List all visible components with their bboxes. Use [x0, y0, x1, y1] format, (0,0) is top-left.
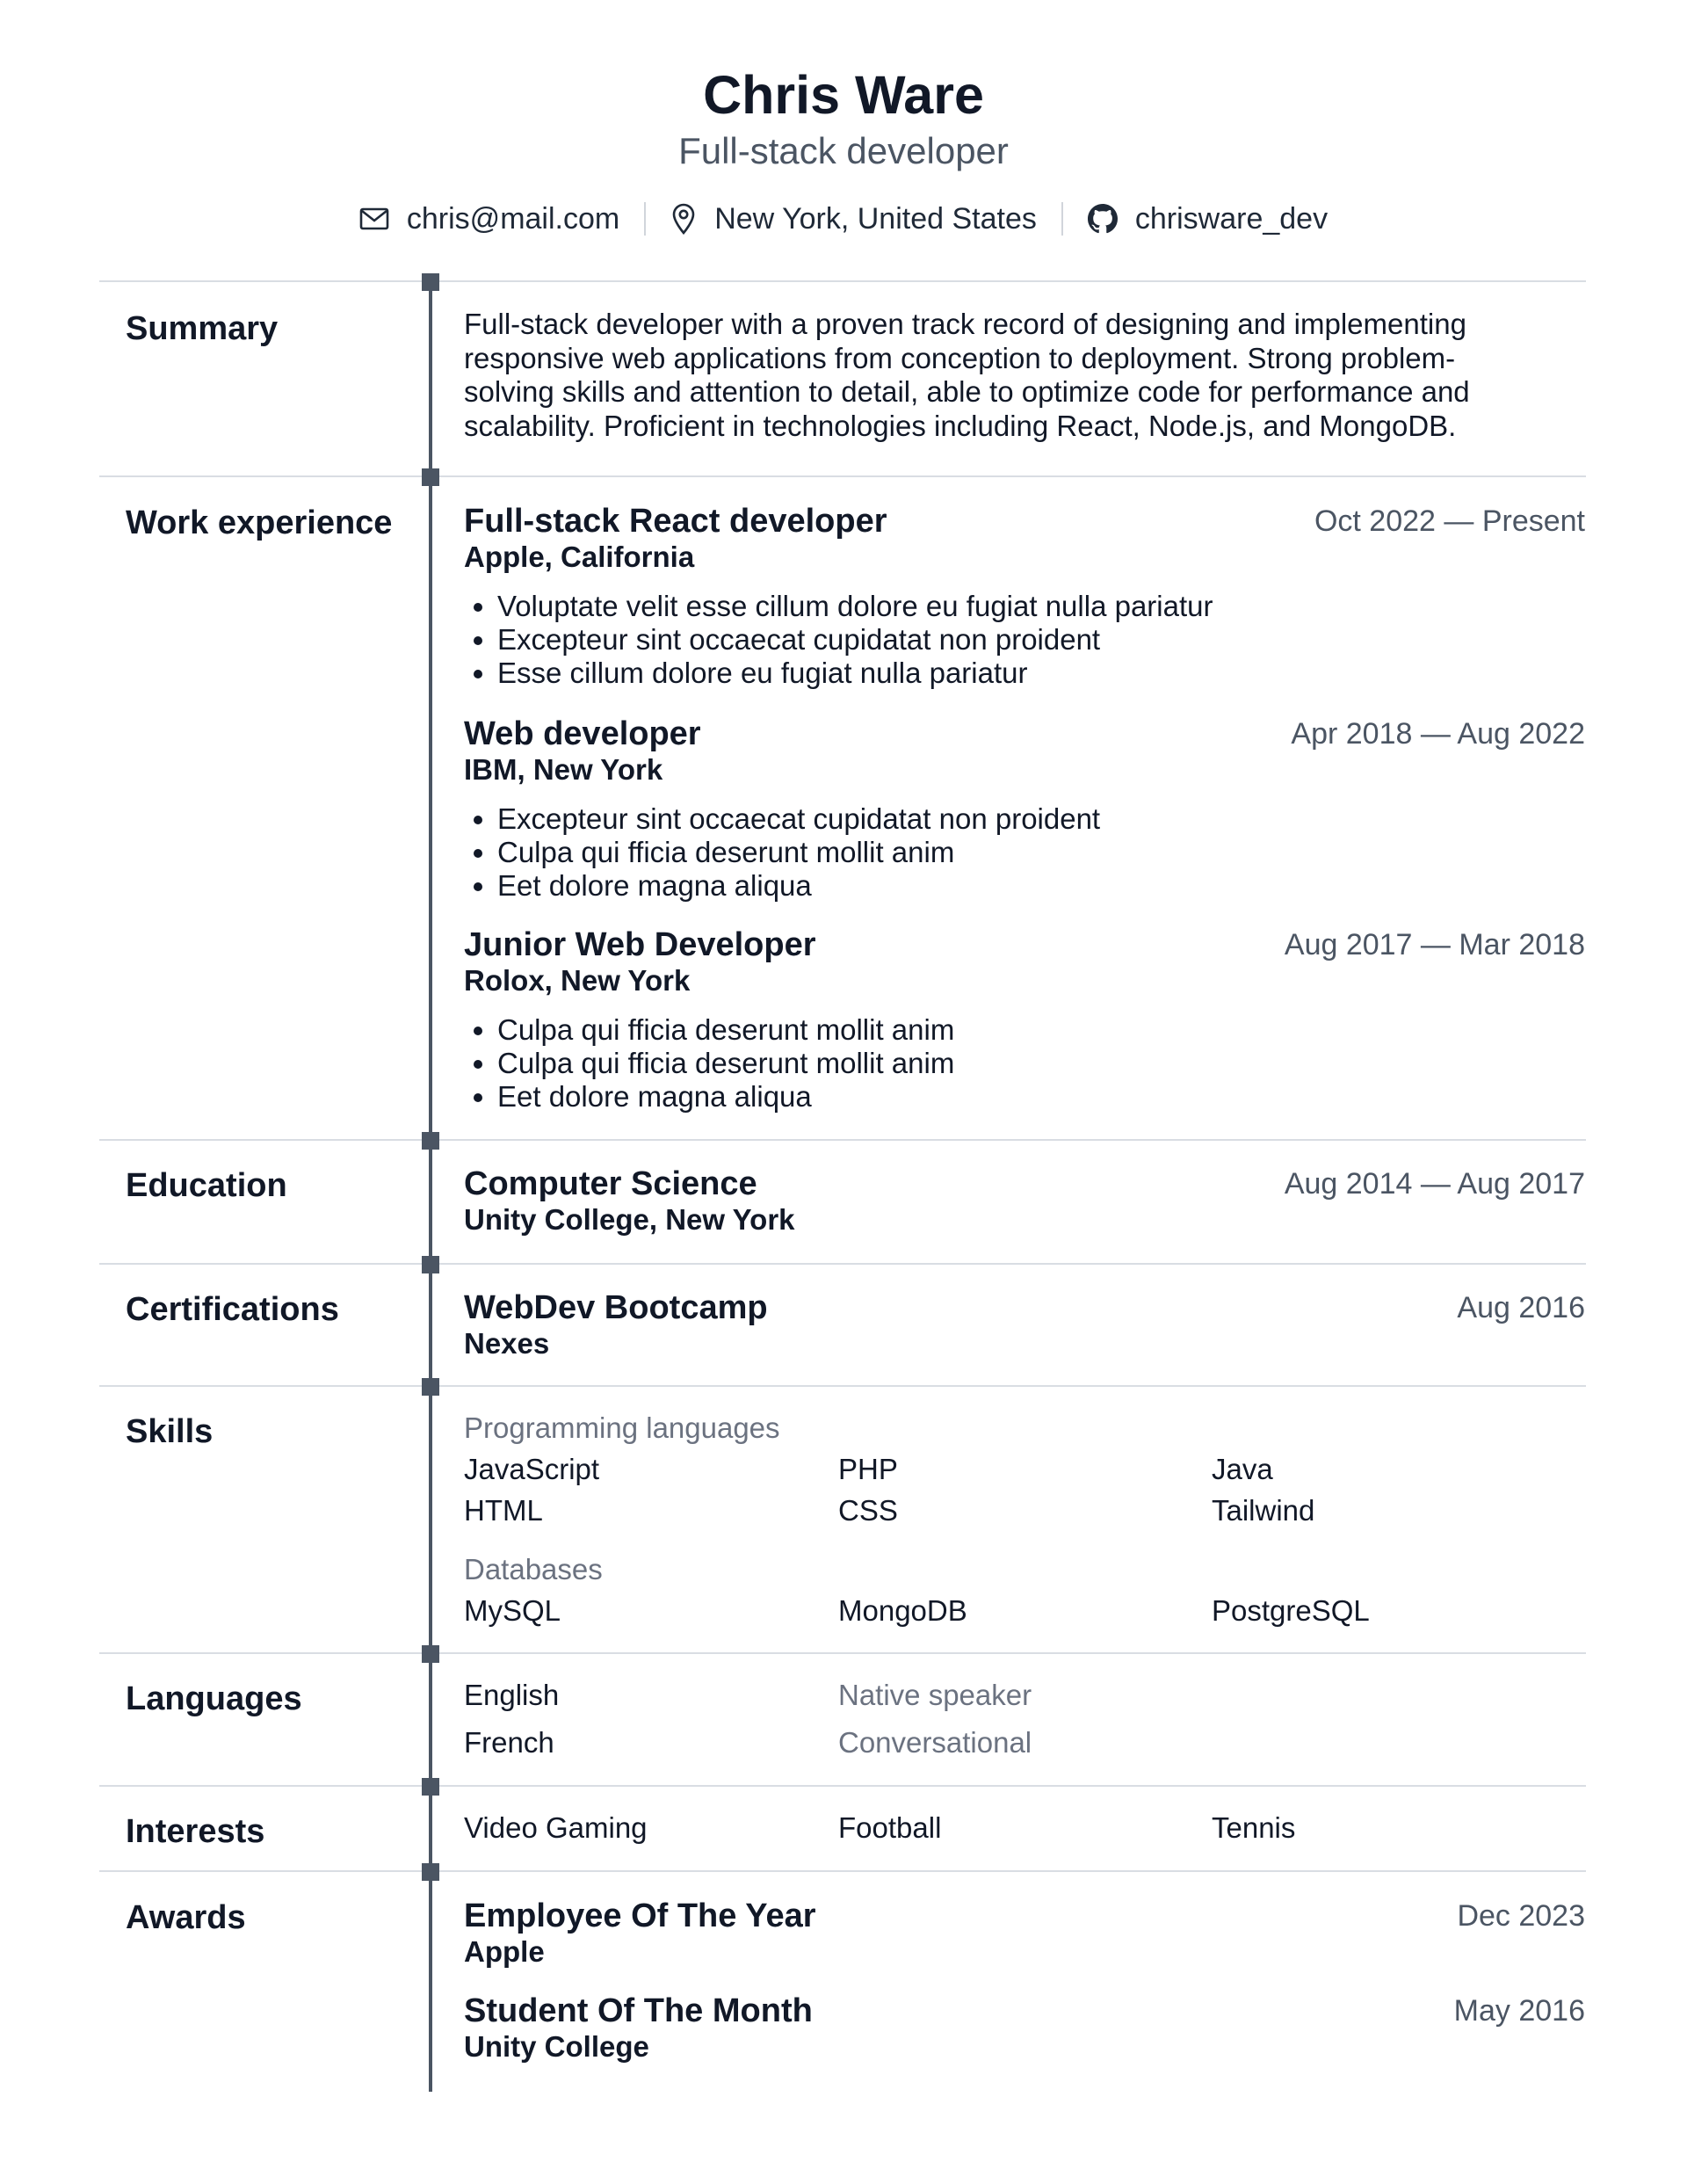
- contact-github-text: chrisware_dev: [1134, 201, 1329, 236]
- list-item: • Culpa qui fficia deserunt mollit anim: [497, 1047, 1585, 1080]
- skill-item: CSS: [838, 1494, 898, 1527]
- candidate-role: Full-stack developer: [678, 130, 1009, 171]
- section-divider: [99, 280, 1586, 282]
- job-company: Apple, California: [464, 541, 695, 573]
- timeline-marker: [422, 1256, 439, 1273]
- language-level: Native speaker: [838, 1679, 1032, 1711]
- school-name: Unity College, New York: [464, 1203, 795, 1236]
- contact-github[interactable]: [1063, 202, 1352, 236]
- section-divider: [99, 475, 1586, 477]
- contact-email-text: chris@mail.com: [406, 201, 620, 236]
- skill-group-label: Programming languages: [464, 1411, 780, 1444]
- candidate-name: Chris Ware: [703, 65, 984, 125]
- skill-item: Java: [1212, 1453, 1273, 1485]
- skill-row: [464, 1491, 1585, 1530]
- job-date: Aug 2017 — Mar 2018: [1284, 928, 1585, 961]
- section-title-awards: Awards: [126, 1899, 246, 1936]
- skill-item: MySQL: [464, 1594, 561, 1627]
- award-title: Employee Of The Year: [464, 1897, 816, 1934]
- award-entry: [464, 1897, 1585, 1969]
- contact-location-text: New York, United States: [714, 201, 1037, 236]
- section-title-interests: Interests: [126, 1813, 265, 1850]
- education-date: Aug 2014 — Aug 2017: [1284, 1167, 1585, 1201]
- summary-text: [464, 308, 1585, 443]
- language-row: [464, 1676, 1585, 1715]
- award-org: Unity College: [464, 2030, 649, 2063]
- certification-entry: [464, 1288, 1585, 1360]
- language-row: [464, 1723, 1585, 1762]
- list-item: • Voluptate velit esse cillum dolore eu fugiat nulla pariatur: [497, 590, 1585, 623]
- timeline-marker: [422, 1778, 439, 1796]
- list-item: • Culpa qui fficia deserunt mollit anim: [497, 836, 1585, 869]
- skill-item: PHP: [838, 1453, 898, 1485]
- timeline-marker: [422, 468, 439, 486]
- summary-line: responsive web applications from conception to deployment. Strong problem-: [464, 341, 1456, 374]
- skill-group-label: Databases: [464, 1553, 603, 1585]
- job-date: Apr 2018 — Aug 2022: [1291, 717, 1585, 751]
- award-title: Student Of The Month: [464, 1992, 813, 2029]
- timeline-line: [429, 283, 432, 2092]
- section-divider: [99, 1785, 1586, 1787]
- timeline-marker: [422, 1378, 439, 1396]
- skill-row: [464, 1592, 1585, 1630]
- language-name: English: [464, 1679, 560, 1711]
- job-title: Junior Web Developer: [464, 926, 816, 963]
- interest-item: Video Gaming: [464, 1811, 648, 1844]
- timeline-marker: [422, 1645, 439, 1663]
- mail-icon: [359, 207, 389, 230]
- skill-item: JavaScript: [464, 1453, 600, 1485]
- list-item: • Eet dolore magna aliqua: [497, 869, 1585, 903]
- section-title-work: Work experience: [126, 504, 393, 541]
- job-bullets: [464, 590, 1585, 690]
- section-title-certifications: Certifications: [126, 1291, 339, 1328]
- job-title: Web developer: [464, 715, 701, 752]
- list-item: • Excepteur sint occaecat cupidatat non proident: [497, 623, 1585, 657]
- github-icon: [1088, 204, 1118, 234]
- skill-item: MongoDB: [838, 1594, 967, 1627]
- summary-line: Full-stack developer with a proven track record of designing and implementing: [464, 308, 1466, 340]
- skill-row: [464, 1450, 1585, 1489]
- award-org: Apple: [464, 1935, 545, 1968]
- section-divider: [99, 1385, 1586, 1387]
- certification-name: WebDev Bootcamp: [464, 1289, 768, 1326]
- timeline-marker: [422, 1863, 439, 1881]
- section-divider: [99, 1652, 1586, 1654]
- job-entry: [464, 715, 1585, 903]
- job-company: Rolox, New York: [464, 964, 691, 997]
- job-bullets: [464, 1013, 1585, 1114]
- job-entry: [464, 925, 1585, 1114]
- section-title-languages: Languages: [126, 1680, 302, 1717]
- summary-line: scalability. Proficient in technologies including React, Node.js, and MongoDB.: [464, 409, 1457, 442]
- award-date: Dec 2023: [1457, 1899, 1585, 1933]
- language-name: French: [464, 1726, 554, 1759]
- skill-item: PostgreSQL: [1212, 1594, 1370, 1627]
- job-title: Full-stack React developer: [464, 503, 887, 540]
- section-title-skills: Skills: [126, 1413, 214, 1450]
- language-level: Conversational: [838, 1726, 1032, 1759]
- job-date: Oct 2022 — Present: [1314, 504, 1585, 538]
- certification-date: Aug 2016: [1457, 1291, 1585, 1324]
- job-company: IBM, New York: [464, 753, 663, 786]
- job-bullets: [464, 802, 1585, 903]
- section-divider: [99, 1139, 1586, 1141]
- section-divider: [99, 1870, 1586, 1872]
- list-item: • Excepteur sint occaecat cupidatat non proident: [497, 802, 1585, 836]
- section-title-summary: Summary: [126, 310, 279, 347]
- interest-item: Football: [838, 1811, 942, 1844]
- list-item: • Eet dolore magna aliqua: [497, 1080, 1585, 1114]
- section-divider: [99, 1263, 1586, 1265]
- job-entry: [464, 502, 1585, 690]
- award-entry: [464, 1992, 1585, 2064]
- section-title-education: Education: [126, 1167, 287, 1204]
- resume-header: [0, 62, 1687, 174]
- summary-line: solving skills and attention to detail, able to optimize code for performance and: [464, 375, 1470, 408]
- certification-issuer: Nexes: [464, 1327, 550, 1360]
- contact-bar: [0, 197, 1687, 241]
- degree-title: Computer Science: [464, 1165, 757, 1202]
- timeline-marker: [422, 1132, 439, 1150]
- skill-item: HTML: [464, 1494, 543, 1527]
- interests-row: [464, 1809, 1585, 1847]
- education-entry: [464, 1165, 1585, 1237]
- interest-item: Tennis: [1212, 1811, 1296, 1844]
- contact-location: [646, 202, 1061, 236]
- contact-email[interactable]: [335, 202, 644, 236]
- timeline-marker: [422, 273, 439, 291]
- location-pin-icon: [670, 203, 697, 235]
- award-date: May 2016: [1453, 1994, 1585, 2028]
- list-item: • Culpa qui fficia deserunt mollit anim: [497, 1013, 1585, 1047]
- list-item: • Esse cillum dolore eu fugiat nulla pariatur: [497, 657, 1585, 690]
- skill-item: Tailwind: [1212, 1494, 1315, 1527]
